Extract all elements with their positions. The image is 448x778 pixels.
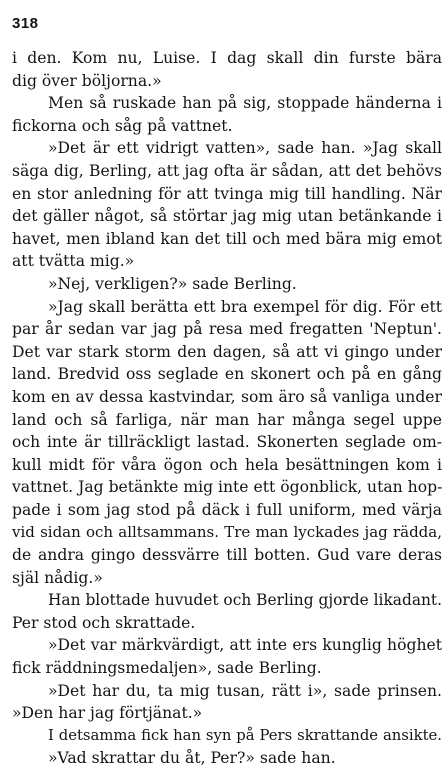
text-line: säga dig, Berling, att jag ofta är sådan, att det behövs	[12, 161, 442, 180]
text-line: dig över böljorna.»	[12, 71, 162, 90]
text-line: fickorna och såg på vattnet.	[12, 116, 233, 135]
text-line: själ nådig.»	[12, 568, 103, 587]
text-line: Han blottade huvudet och Berling gjorde likadant.	[48, 591, 442, 610]
text-line: »Vad skrattar du åt, Per?» sade han.	[48, 749, 336, 768]
text-line: vid sidan och alltsammans. Tre man lyckades jag rädda,	[12, 523, 442, 542]
text-line: »Nej, verkligen?» sade Berling.	[48, 274, 297, 293]
text-line: »Det är ett vidrigt vatten», sade han. »Jag skall	[48, 139, 442, 158]
text-line: land. Bredvid oss seglade en skonert och på en gång	[12, 365, 442, 384]
text-line: en stor anledning för att tvinga mig till handling. När	[12, 184, 442, 203]
text-line: par år sedan var jag på resa med fregatten 'Neptun'.	[12, 320, 442, 339]
text-line: kom en av dessa kastvindar, som äro så vanliga under	[12, 387, 442, 406]
text-line: det gäller något, så störtar jag mig utan betänkande i	[12, 207, 442, 226]
text-line: »Den har jag förtjänat.»	[12, 704, 203, 723]
text-line: I detsamma fick han syn på Pers skrattande ansikte.	[48, 726, 442, 744]
text-line: att tvätta mig.»	[12, 252, 135, 271]
text-line: pade i som jag stod på däck i full uniform, med värja	[12, 500, 442, 519]
text-line: Men så ruskade han på sig, stoppade händerna i	[48, 94, 442, 113]
text-line: vattnet. Jag betänkte mig inte ett ögonblick, utan hop-	[12, 478, 442, 497]
text-line: fick räddningsmedaljen», sade Berling.	[12, 659, 322, 678]
text-line: i den. Kom nu, Luise. I dag skall din furste bära	[12, 49, 442, 67]
page-number: 318	[12, 15, 39, 32]
body-text	[12, 47, 442, 770]
text-line: och inte är tillräckligt lastad. Skonerten seglade om-	[12, 433, 442, 452]
text-line: »Det har du, ta mig tusan, rätt i», sade prinsen.	[48, 681, 442, 700]
text-line: Det var stark storm den dagen, så att vi gingo under	[12, 342, 442, 361]
text-line: havet, men ibland kan det till och med bära mig emot	[12, 229, 442, 248]
text-line: »Det var märkvärdigt, att inte ers kunglig höghet	[48, 636, 442, 655]
text-line: land och så farliga, när man har många segel uppe	[12, 410, 442, 429]
text-line: kull midt för våra ögon och hela besättningen kom i	[12, 455, 442, 474]
text-line: »Jag skall berätta ett bra exempel för dig. För ett	[48, 297, 442, 316]
text-line: de andra gingo dessvärre till botten. Gud vare deras	[12, 546, 442, 565]
text-line: Per stod och skrattade.	[12, 613, 196, 632]
